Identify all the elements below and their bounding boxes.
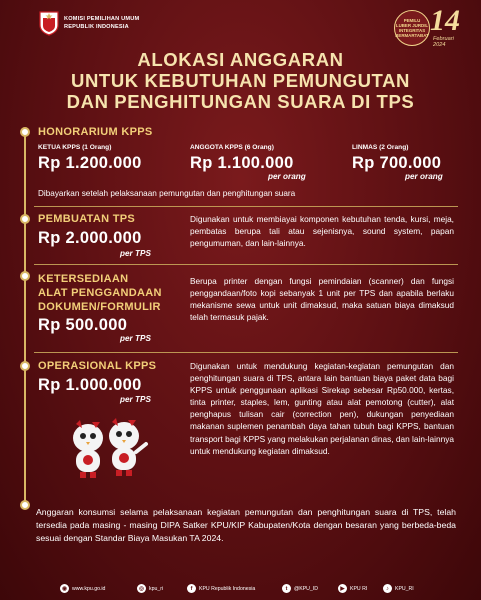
timeline-dot bbox=[20, 361, 30, 371]
pembuatan-amount: Rp 2.000.000 bbox=[38, 229, 142, 247]
divider bbox=[34, 206, 458, 207]
election-date-number: 14 bbox=[430, 4, 460, 37]
election-date-year: 2024 bbox=[433, 42, 446, 48]
ketersediaan-per: per TPS bbox=[120, 334, 151, 343]
org-name bbox=[64, 15, 139, 31]
footer-website-text: www.kpu.go.id bbox=[72, 585, 106, 592]
ketua-amount: Rp 1.200.000 bbox=[38, 154, 142, 172]
org-name-line1: KOMISI PEMILIHAN UMUM bbox=[64, 16, 140, 22]
linmas-per: per orang bbox=[405, 172, 443, 181]
linmas-label: LINMAS (2 Orang) bbox=[352, 144, 409, 151]
footer-tiktok[interactable] bbox=[383, 584, 414, 593]
badge-line: INTEGRITAS bbox=[398, 28, 426, 33]
ketersediaan-heading bbox=[38, 272, 162, 314]
pemilu-badge bbox=[394, 10, 430, 46]
badge-line: LUBER JURDIL bbox=[395, 23, 429, 28]
timeline-dot bbox=[20, 500, 30, 510]
kpu-logo-icon bbox=[38, 10, 60, 36]
ketersediaan-heading-line1: KETERSEDIAAN bbox=[38, 273, 129, 285]
footer bbox=[0, 578, 481, 600]
pembuatan-per: per TPS bbox=[120, 249, 151, 258]
title-line2: UNTUK KEBUTUHAN PEMUNGUTAN bbox=[71, 70, 410, 91]
timeline-line bbox=[24, 130, 26, 505]
footer-instagram[interactable] bbox=[137, 584, 163, 593]
pembuatan-description: Digunakan untuk membiayai komponen kebutuhan tenda, kursi, meja, pembatas berupa tali atau sejenisnya, sound system, papan pengumuman, dan lain-lainnya. bbox=[190, 214, 454, 249]
honorarium-heading: HONORARIUM KPPS bbox=[38, 126, 153, 138]
operasional-heading: OPERASIONAL KPPS bbox=[38, 360, 157, 372]
timeline-dot bbox=[20, 127, 30, 137]
ketersediaan-heading-line2: ALAT PENGGANDAAN bbox=[38, 287, 162, 299]
closing-note: Anggaran konsumsi selama pelaksanaan kegiatan pemungutan dan penghitungan suara di TPS, telah tersedia pada masing - masing DIPA Satker KPU/KIP Kabupaten/Kota dengan besaran yang berbeda-beda sesuai dengan Standar Biaya Masukan TA 2024. bbox=[36, 507, 456, 543]
facebook-icon: f bbox=[187, 584, 196, 593]
anggota-amount: Rp 1.100.000 bbox=[190, 154, 294, 172]
operasional-per: per TPS bbox=[120, 395, 151, 404]
twitter-icon: t bbox=[282, 584, 291, 593]
anggota-label: ANGGOTA KPPS (6 Orang) bbox=[190, 144, 274, 151]
divider bbox=[34, 352, 458, 353]
badge-line: PEMILU bbox=[403, 18, 421, 23]
honorarium-note: Dibayarkan setelah pelaksanaan pemungutan dan penghitungan suara bbox=[38, 189, 296, 198]
footer-youtube[interactable] bbox=[338, 584, 367, 593]
ketersediaan-heading-line3: DOKUMEN/FORMULIR bbox=[38, 301, 161, 313]
instagram-icon: ◎ bbox=[137, 584, 146, 593]
pembuatan-heading: PEMBUATAN TPS bbox=[38, 213, 135, 225]
badge-text bbox=[395, 18, 429, 38]
page-title bbox=[0, 49, 481, 112]
tiktok-icon: ♪ bbox=[383, 584, 392, 593]
footer-website[interactable] bbox=[60, 584, 105, 593]
election-date-text bbox=[433, 36, 454, 48]
operasional-description: Digunakan untuk mendukung kegiatan-kegiatan pemungutan dan penghitungan suara di TPS, antara lain bantuan biaya paket data bagi KPPS untuk penggunaan aplikasi Sirekap sebesar Rp50.000, kertas, tinta printer, staples, lem, gunting atau alat pemotong (cutter), alat penghapus tulisan cair (correction pen), dukungan penyediaan makanan suplemen penambah daya tahan tubuh bagi KPPS, bantuan transport bagi KPPS yang melakukan perjalanan dinas, dan lain-lainnya untuk mendukung kegiatan dimaksud. bbox=[190, 361, 454, 456]
org-name-line2: REPUBLIK INDONESIA bbox=[64, 24, 129, 30]
title-line1: ALOKASI ANGGARAN bbox=[137, 49, 344, 70]
footer-youtube-text: KPU RI bbox=[350, 585, 368, 592]
footer-facebook[interactable] bbox=[187, 584, 255, 593]
footer-twitter-text: @KPU_ID bbox=[294, 585, 319, 592]
anggota-per: per orang bbox=[268, 172, 306, 181]
ketua-label: KETUA KPPS (1 Orang) bbox=[38, 144, 112, 151]
ketersediaan-amount: Rp 500.000 bbox=[38, 316, 128, 334]
globe-icon: ◉ bbox=[60, 584, 69, 593]
divider bbox=[34, 264, 458, 265]
badge-line: BERMARTABAT bbox=[395, 33, 429, 38]
footer-facebook-text: KPU Republik Indonesia bbox=[199, 585, 256, 592]
timeline-dot bbox=[20, 214, 30, 224]
footer-tiktok-text: KPU_RI bbox=[395, 585, 414, 592]
ketersediaan-description: Berupa printer dengan fungsi pemindaian (scanner) dan fungsi penggandaan/foto kopi sebanyak 1 unit per TPS dan apabila berlaku mekanisme sewa untuk unit dimaksud, maka satuan biaya dimaksud telah termasuk pajak. bbox=[190, 276, 454, 323]
youtube-icon: ▶ bbox=[338, 584, 347, 593]
header bbox=[0, 0, 481, 48]
operasional-amount: Rp 1.000.000 bbox=[38, 376, 142, 394]
mascot-illustration bbox=[62, 414, 152, 480]
footer-twitter[interactable] bbox=[282, 584, 318, 593]
linmas-amount: Rp 700.000 bbox=[352, 154, 442, 172]
footer-instagram-text: kpu_ri bbox=[149, 585, 164, 592]
election-date-month: Februari bbox=[433, 36, 454, 42]
timeline-dot bbox=[20, 271, 30, 281]
title-line3: DAN PENGHITUNGAN SUARA DI TPS bbox=[66, 91, 415, 112]
